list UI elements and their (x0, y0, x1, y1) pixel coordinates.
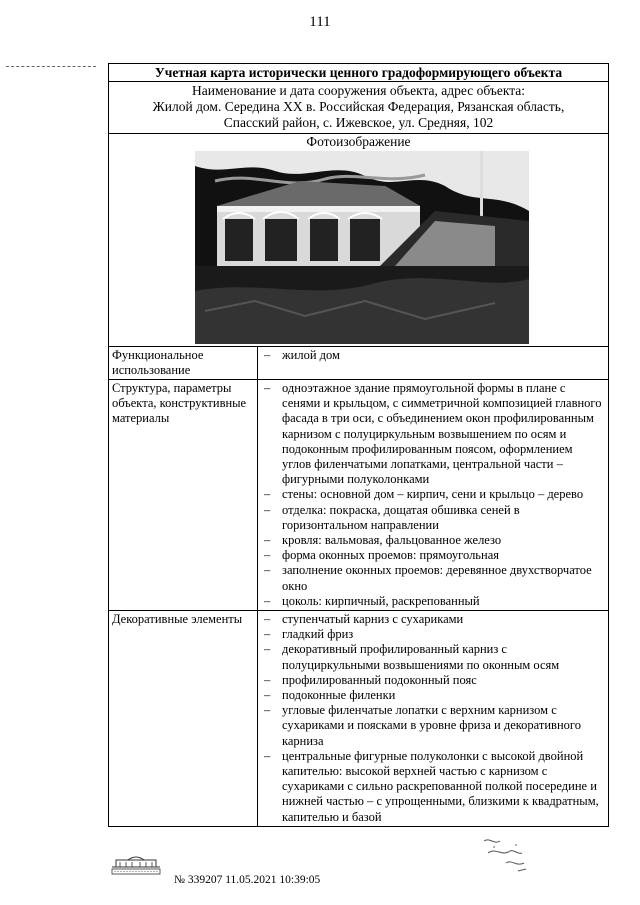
list-item: – угловые филенчатые лопатки с верхним карнизом с сухариками и поясками в уровне фриза и декоративного карниза (264, 703, 581, 748)
list-item: – кровля: вальмовая, фальцованное железо (264, 533, 502, 548)
building-logo-icon (108, 853, 164, 877)
page-number: 111 (309, 14, 331, 30)
row-content (258, 347, 608, 379)
list-item: – заполнение оконных проемов: деревянное двухстворчатое окно (264, 563, 592, 593)
decorative-row (109, 611, 608, 826)
name-line: Наименование и дата сооружения объекта, адрес объекта: (191, 83, 526, 98)
card-title: Учетная карта исторически ценного градоформирующего объекта (109, 64, 608, 82)
row-label: Декоративные элементы (109, 611, 258, 826)
registration-card (108, 63, 609, 827)
list-item: – одноэтажное здание прямоугольной формы в плане с сенями и крыльцом, с симметричной композицией главного фасада в три оси, с объединением окон профилированным карнизом с полуциркульным возвышением по осям и подоконным профилированным поясом, оформлением углов филенчатыми лопатками, центральной части – фигурными полуколонками (264, 381, 602, 487)
registration-stamp: № 339207 11.05.2021 10:39:05 (174, 874, 321, 886)
row-label: Структура, параметры объекта, конструктивные материалы (109, 380, 258, 610)
list-item: – подоконные филенки (264, 688, 396, 703)
list-item: – декоративный профилированный карниз с полуциркульными возвышениями по оконным осям (264, 642, 560, 672)
row-content (258, 380, 608, 610)
name-line: Жилой дом. Середина XX в. Российская Федерация, Рязанская область, (152, 99, 565, 114)
photo-caption: Фотоизображение (306, 134, 411, 149)
list-item: – отделка: покраска, дощатая обшивка сеней в горизонтальном направлении (264, 502, 520, 532)
photo-section (109, 134, 608, 347)
list-item: – профилированный подоконный пояс (264, 672, 477, 687)
list-item: – стены: основной дом – кирпич, сени и крыльцо – дерево (264, 487, 584, 502)
row-label: Функциональное использование (109, 347, 258, 379)
footer (108, 853, 321, 893)
row-content (258, 611, 608, 826)
name-line: Спасский район, с. Ижевское, ул. Средняя, 102 (223, 115, 494, 130)
margin-rule (6, 66, 96, 67)
object-name-block (109, 82, 608, 134)
building-photo (195, 151, 529, 344)
list-item: – форма оконных проемов: прямоугольная (264, 548, 499, 563)
list-item: – ступенчатый карниз с сухариками (264, 612, 464, 627)
list-item: – цоколь: кирпичный, раскрепованный (264, 593, 480, 608)
structure-row (109, 380, 608, 611)
handwritten-mark-icon (480, 833, 550, 879)
list-item: – жилой дом (264, 348, 340, 362)
list-item: – гладкий фриз (264, 627, 354, 642)
list-item: – центральные фигурные полуколонки с высокой двойной капителью: высокой верхней частью с карнизом с сухариками с сильно раскрепованной полкой посередине и нижней частью – с упрощенными, близкими к квадратным, капителью и базой (264, 748, 599, 824)
function-row (109, 347, 608, 380)
